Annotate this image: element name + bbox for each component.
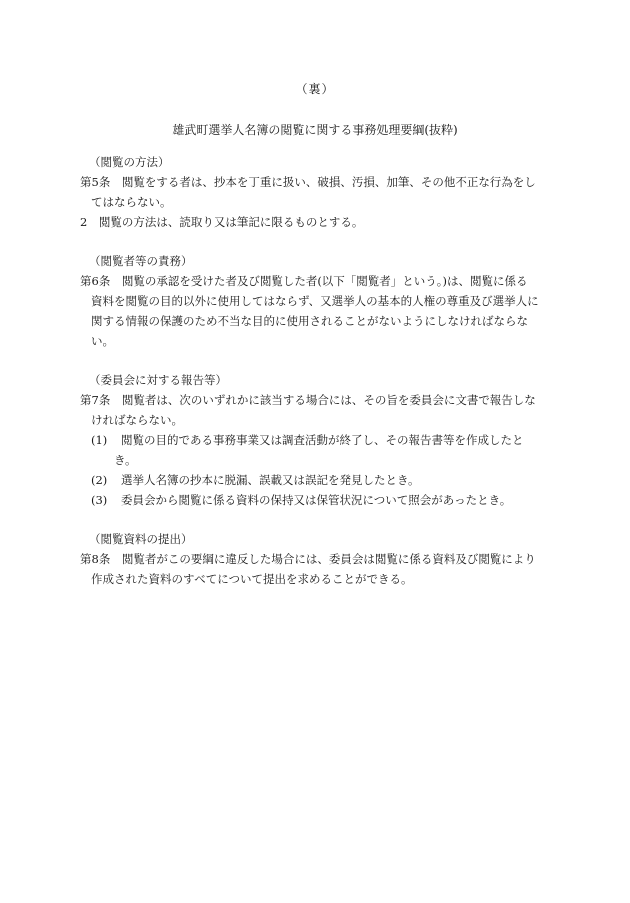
article-6-heading: （閲覧者等の責務）: [89, 254, 193, 268]
article-6-line: い。: [91, 334, 114, 348]
article-5-section: [80, 152, 550, 232]
item-text: 選挙人名簿の抄本に脱漏、誤載又は誤記を発見したとき。: [121, 473, 420, 487]
article-7-item-1: [80, 430, 550, 450]
article-8-line: 第8条 閲覧者がこの要綱に違反した場合には、委員会は閲覧に係る資料及び閲覧により: [80, 552, 536, 566]
article-7-line: 第7条 閲覧者は、次のいずれかに該当する場合には、その旨を委員会に文書で報告しな: [80, 393, 536, 407]
article-5-line: 第5条 閲覧をする者は、抄本を丁重に扱い、破損、汚損、加筆、その他不正な行為をし: [80, 175, 536, 189]
article-8-line: 作成された資料のすべてについて提出を求めることができる。: [91, 572, 413, 586]
article-6-section: [80, 251, 550, 351]
article-7-item-3: [80, 490, 550, 510]
article-8-section: [80, 529, 550, 589]
document-title: 雄武町選挙人名簿の閲覧に関する事務処理要綱(抜粋): [172, 123, 458, 137]
article-5-line: てはならない。: [91, 195, 172, 209]
article-6-line: 第6条 閲覧の承認を受けた者及び閲覧した者(以下「閲覧者」という。)は、閲覧に係る: [80, 274, 528, 288]
item-number: (2): [91, 473, 108, 487]
item-text: 閲覧の目的である事務事業又は調査活動が終了し、その報告書等を作成したと: [121, 433, 524, 447]
article-7-item-1-continuation: き。: [114, 453, 137, 467]
article-7-item-2: [80, 470, 550, 490]
article-7-section: [80, 370, 550, 510]
item-number: (1): [91, 433, 108, 447]
article-5-heading: （閲覧の方法）: [89, 155, 170, 169]
article-6-line: 関する情報の保護のため不当な目的に使用されることがないようにしなければならな: [91, 314, 528, 328]
item-text: 委員会から閲覧に係る資料の保持又は保管状況について照会があったとき。: [121, 493, 512, 507]
article-8-heading: （閲覧資料の提出）: [89, 532, 193, 546]
back-side-mark: （裏）: [295, 82, 335, 96]
article-7-line: ければならない。: [91, 413, 183, 427]
article-5-paragraph-2: 2 閲覧の方法は、読取り又は筆記に限るものとする。: [80, 215, 364, 229]
document-body: [80, 152, 550, 608]
article-7-heading: （委員会に対する報告等）: [89, 373, 227, 387]
article-6-line: 資料を閲覧の目的以外に使用してはならず、又選挙人の基本的人権の尊重及び選挙人に: [91, 294, 539, 308]
item-number: (3): [91, 493, 108, 507]
